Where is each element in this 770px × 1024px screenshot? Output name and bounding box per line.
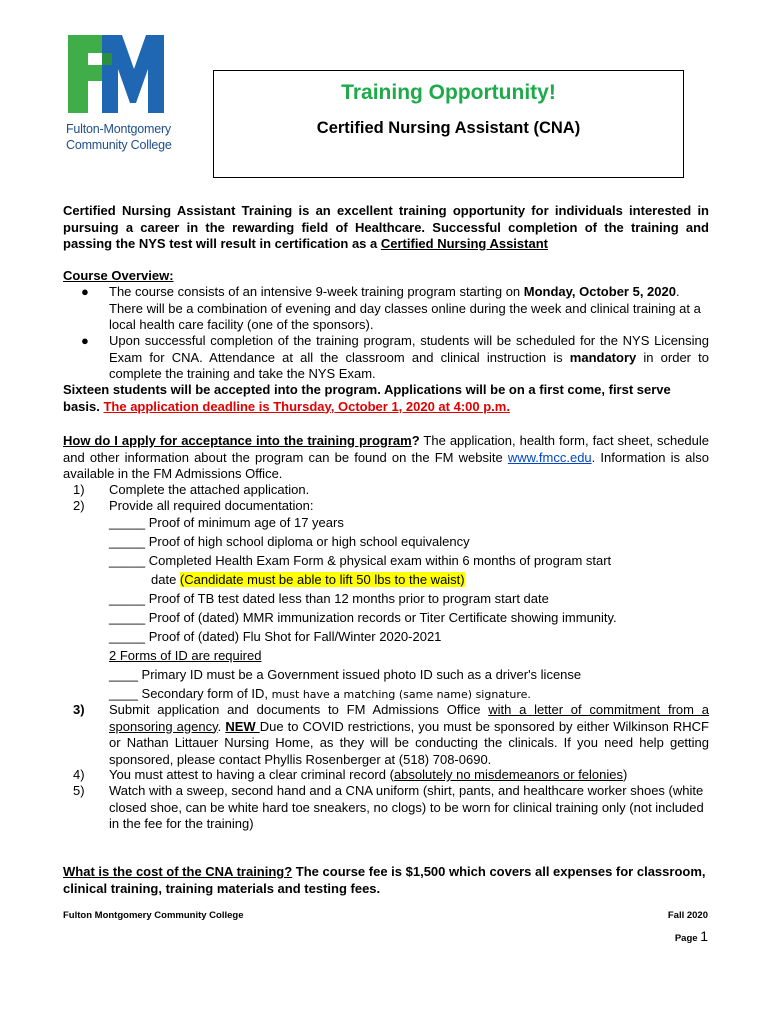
apply-paragraph — [63, 433, 709, 483]
bullet-icon: ● — [81, 333, 89, 348]
college-logo — [66, 33, 176, 153]
start-date: Monday, October 5, 2020 — [523, 284, 676, 299]
page-number: 1 — [700, 928, 708, 944]
cost-question: What is the cost of the CNA training? — [63, 864, 293, 879]
overview-bullet-2 — [81, 333, 709, 383]
cost-paragraph — [63, 864, 709, 897]
doc-date-word: date — [151, 572, 180, 587]
page-subtitle: Certified Nursing Assistant (CNA) — [316, 119, 581, 137]
secondary-id — [109, 684, 709, 704]
id-requirement-heading: 2 Forms of ID are required — [109, 648, 262, 663]
apply-question-mark: ? — [411, 433, 420, 448]
step-4-number: 4) — [73, 767, 85, 782]
mandatory-word: mandatory — [569, 349, 637, 365]
step-2-number: 2) — [73, 498, 85, 513]
step-3-number: 3) — [73, 702, 85, 717]
logo-line-2: Community College — [66, 138, 172, 152]
intro-paragraph — [63, 203, 709, 253]
overview-bullet-1 — [81, 284, 709, 334]
step-3-covid-text: Due to COVID restrictions, you must be sponsored by either Wilkinson RHCF or Nathan Littauer Nursing Home, as they will be conducting the clinicals. If you need help getting sponsored, please contact Phyllis Rosenberger at (518) 708-0690. — [109, 718, 709, 767]
step-4 — [63, 767, 709, 784]
doc-tb-test: _____ Proof of TB test dated less than 12 months prior to program start date — [109, 591, 549, 606]
fm-logo-mark — [66, 33, 166, 115]
criminal-record-note: absolutely no misdemeanors or felonies — [393, 767, 624, 782]
application-deadline: The application deadline is Thursday, October 1, 2020 at 4:00 p.m. — [103, 398, 510, 414]
step-5-number: 5) — [73, 783, 85, 798]
bullet-2-text-end: in order to complete the training and take the NYS Exam. — [109, 349, 709, 381]
cost-answer: The course fee is $1,500 which covers all expenses for classroom, clinical training, training materials and testing fees. — [63, 864, 706, 896]
acceptance-text: Sixteen students will be accepted into the program. Applications will be on a first come, first serve basis. — [63, 382, 671, 414]
step-5-text: Watch with a sweep, second hand and a CNA uniform (shirt, pants, and healthcare worker shoes (white closed shoe, can be white hard toe sneakers, no clogs) to be worn for clinical training only (not included in the fee for the training) — [109, 783, 704, 831]
apply-question: How do I apply for acceptance into the training program — [63, 433, 412, 448]
logo-line-1: Fulton-Montgomery — [66, 122, 171, 136]
doc-age: _____ Proof of minimum age of 17 years — [109, 515, 344, 530]
bullet-2-text: Upon successful completion of the training program, students will be scheduled for the NYS Licensing Exam for CNA. Attendance at all the classroom and clinical instruction is — [109, 333, 709, 365]
acceptance-paragraph — [63, 382, 709, 415]
secondary-id-label: ____ Secondary form of ID, — [109, 686, 272, 701]
cna-underlined-term: Certified Nursing Assistant — [380, 236, 548, 251]
step-4-text: You must attest to having a clear criminal record ( — [109, 767, 394, 782]
title-box — [213, 70, 684, 178]
doc-health-exam: _____ Completed Health Exam Form & physical exam within 6 months of program start — [109, 553, 612, 568]
documentation-list — [109, 513, 709, 704]
sponsor-letter-requirement: with a letter of commitment from a sponsoring agency — [109, 702, 710, 734]
step-1-text: Complete the attached application. — [109, 482, 310, 497]
course-overview-heading: Course Overview: — [63, 268, 174, 283]
step-1 — [63, 482, 709, 499]
step-3-sep: . — [217, 718, 226, 734]
step-1-number: 1) — [73, 482, 85, 497]
fmcc-website-link[interactable]: www.fmcc.edu — [507, 449, 592, 465]
step-4-text-end: ) — [623, 767, 628, 782]
doc-health-exam-cont — [109, 570, 709, 589]
doc-mmr: _____ Proof of (dated) MMR immunization records or Titer Certificate showing immunity. — [109, 610, 617, 625]
step-3 — [63, 702, 709, 768]
footer-college-name: Fulton Montgomery Community College — [63, 910, 244, 921]
step-2-text: Provide all required documentation: — [109, 498, 314, 513]
doc-diploma: _____ Proof of high school diploma or high school equivalency — [109, 534, 470, 549]
secondary-id-note: must have a matching (same name) signature. — [271, 688, 531, 701]
new-badge: NEW — [225, 718, 260, 734]
page-label: Page — [674, 933, 701, 944]
intro-text: Certified Nursing Assistant Training is an excellent training opportunity for individuals interested in pursuing a career in the rewarding field of Healthcare. Successful completion of the training and passing the NYS test will result in certification as a — [63, 203, 709, 251]
bullet-1-text: The course consists of an intensive 9-week training program starting on — [109, 284, 524, 299]
bullet-1-text-end: . There will be a combination of evening and day classes online during the week and clinical training at a local health care facility (one of the sponsors). — [109, 284, 701, 332]
primary-id: ____ Primary ID must be a Government issued photo ID such as a driver's license — [109, 667, 582, 682]
footer-term: Fall 2020 — [667, 910, 708, 921]
apply-text: The application, health form, fact sheet, schedule and other information about the program can be found on the FM website — [63, 433, 710, 465]
step-3-text: Submit application and documents to FM Admissions Office — [109, 702, 489, 717]
footer-page-number — [620, 928, 708, 944]
step-5 — [63, 783, 709, 833]
apply-text-end: . Information is also available in the FM Admissions Office. — [63, 449, 709, 481]
bullet-icon: ● — [81, 284, 89, 299]
doc-flu-shot: _____ Proof of (dated) Flu Shot for Fall/Winter 2020-2021 — [109, 629, 442, 644]
page-title: Training Opportunity! — [341, 81, 556, 104]
lift-requirement-highlight: (Candidate must be able to lift 50 lbs to the waist) — [179, 572, 465, 587]
